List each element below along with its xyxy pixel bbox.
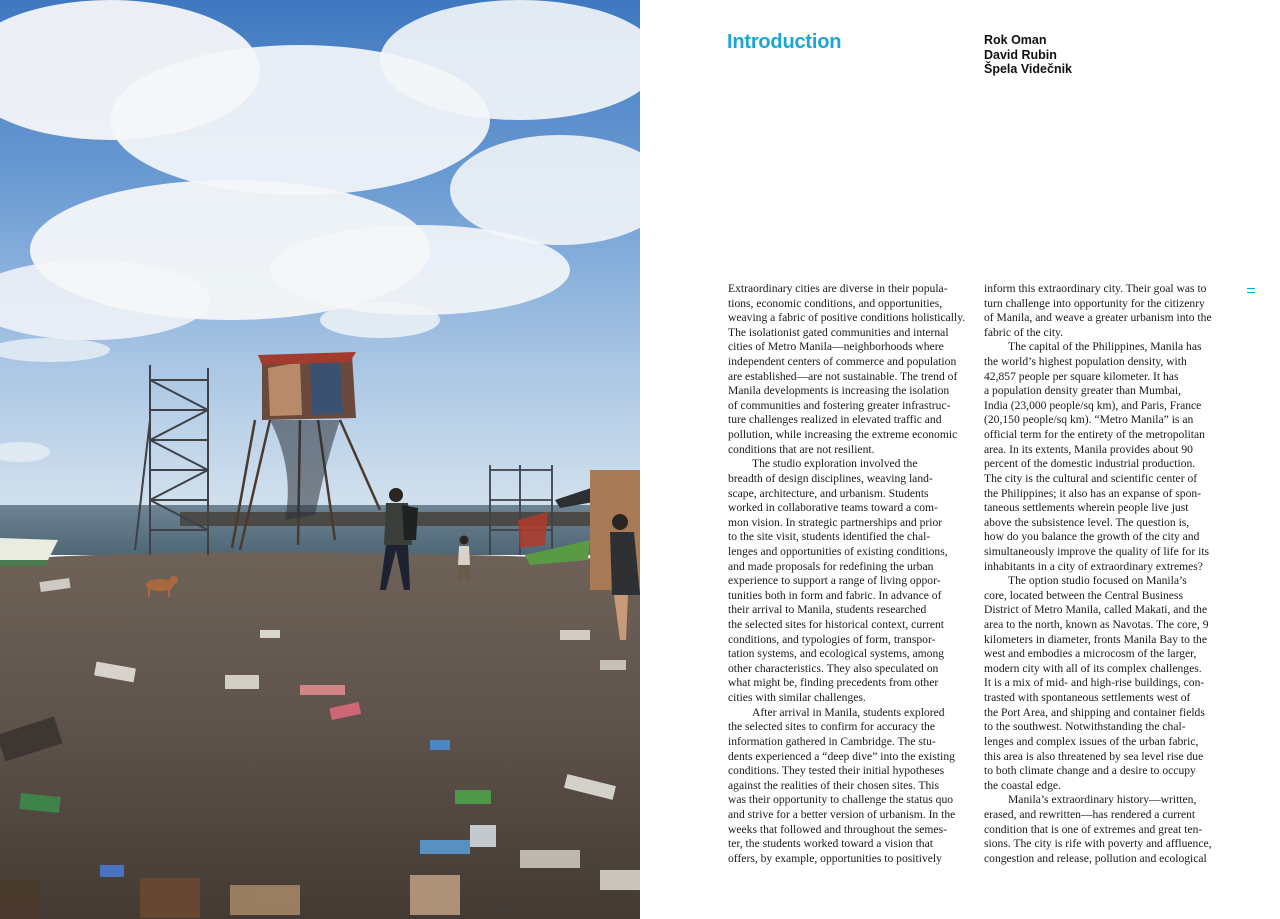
text-line: are established—are not sustainable. The trend of xyxy=(728,369,958,383)
text-line: of Manila, and weave a greater urbanism into the xyxy=(984,311,1212,325)
text-line: area. In its extents, Manila provides about 90 xyxy=(984,442,1193,456)
text-line: mon vision. In strategic partnerships and prior xyxy=(728,515,943,529)
text-line: India (23,000 people/sq km), and Paris, France xyxy=(984,398,1202,412)
text-line: west and embodies a microcosm of the larger, xyxy=(984,647,1197,661)
text-line: tation systems, and ecological systems, among xyxy=(728,647,945,661)
text-line: Manila’s extraordinary history—written, xyxy=(1008,793,1197,807)
author-list xyxy=(984,33,1072,77)
text-line: to the site visit, students identified the chal- xyxy=(728,530,931,544)
text-line: conditions. They tested their initial hypotheses xyxy=(728,764,945,778)
text-line: sions. The city is rife with poverty and affluence, xyxy=(984,837,1212,851)
text-line: against the realities of their chosen sites. This xyxy=(728,778,939,792)
text-line: dents experienced a “deep dive” into the existing xyxy=(728,749,955,763)
text-line: to both climate change and a desire to occupy xyxy=(984,764,1196,778)
text-line: tions, economic conditions, and opportunities, xyxy=(728,296,943,310)
text-line: of communities and fostering greater infrastruc- xyxy=(728,398,951,412)
text-line: (20,150 people/sq km). “Metro Manila” is an xyxy=(984,413,1194,427)
author-name: Špela Videčnik xyxy=(984,62,1073,76)
text-line: kilometers in diameter, fronts Manila Bay to the xyxy=(984,632,1207,646)
body-column-right xyxy=(984,282,1234,866)
text-line: conditions, and typologies of form, transpor- xyxy=(728,632,936,646)
author-name: David Rubin xyxy=(984,47,1057,62)
text-line: tunities both in form and fabric. In advance of xyxy=(728,588,942,602)
text-line: percent of the domestic industrial production. xyxy=(984,457,1196,471)
text-line: the Port Area, and shipping and container fields xyxy=(984,705,1205,719)
text-line: weaving a fabric of positive conditions holistically. xyxy=(728,311,966,325)
text-line: condition that is one of extremes and great ten- xyxy=(984,822,1203,836)
text-line: The capital of the Philippines, Manila has xyxy=(1008,340,1202,354)
text-line: inhabitants in a city of extraordinary extremes? xyxy=(984,559,1203,573)
text-line: ter, the students worked toward a vision that xyxy=(728,837,933,851)
text-line: area to the north, known as Navotas. The core, 9 xyxy=(984,618,1209,632)
text-line: The option studio focused on Manila’s xyxy=(1008,574,1187,588)
text-line: lenges and opportunities of existing conditions, xyxy=(728,544,948,558)
text-line: this area is also threatened by sea level rise due xyxy=(984,749,1204,763)
text-line: worked in collaborative teams toward a com- xyxy=(728,501,938,515)
text-line: Manila developments is increasing the isolation xyxy=(728,384,950,398)
text-line: offers, by example, opportunities to positively xyxy=(728,851,942,865)
text-line: 42,857 people per square kilometer. It has xyxy=(984,369,1179,383)
text-line: was their opportunity to challenge the status quo xyxy=(728,793,954,807)
text-line: core, located between the Central Business xyxy=(984,588,1183,602)
text-line: how do you balance the growth of the city and xyxy=(984,530,1200,544)
text-line: scape, architecture, and urbanism. Students xyxy=(728,486,929,500)
text-line: simultaneously improve the quality of life for its xyxy=(984,544,1210,558)
text-line: conditions that are not resilient. xyxy=(728,442,875,456)
text-line: the selected sites for historical context, current xyxy=(728,618,945,632)
text-line: the world’s highest population density, with xyxy=(984,355,1187,369)
text-line: It is a mix of mid- and high-rise buildings, con- xyxy=(984,676,1205,690)
text-line: their arrival to Manila, students researched xyxy=(728,603,927,617)
text-line: the selected sites to confirm for accuracy the xyxy=(728,720,935,734)
text-line: a population density greater than Mumbai, xyxy=(984,384,1182,398)
author-name: Rok Oman xyxy=(984,33,1047,47)
text-line: The isolationist gated communities and internal xyxy=(728,325,949,339)
text-line: cities of Metro Manila—neighborhoods where xyxy=(728,340,944,354)
text-line: pollution, while increasing the extreme economic xyxy=(728,428,958,442)
text-line: ture challenges realized in elevated traffic and xyxy=(728,413,942,427)
text-line: cities with similar challenges. xyxy=(728,691,866,705)
text-line: taneous settlements wherein people live just xyxy=(984,501,1189,515)
text-line: breadth of design disciplines, weaving land- xyxy=(728,471,933,485)
text-line: modern city with all of its complex challenges. xyxy=(984,661,1202,675)
text-line: The city is the cultural and scientific center of xyxy=(984,471,1198,485)
text-line: the coastal edge. xyxy=(984,778,1061,792)
text-line: lenges and complex issues of the urban fabric, xyxy=(984,734,1199,748)
text-line: fabric of the city. xyxy=(984,325,1064,339)
text-line: experience to support a range of living oppor- xyxy=(728,574,941,588)
text-line: other characteristics. They also speculated on xyxy=(728,661,939,675)
text-line: and made proposals for redefining the urban xyxy=(728,559,934,573)
section-marker-icon xyxy=(1247,288,1255,293)
text-line: above the subsistence level. The question is, xyxy=(984,515,1190,529)
text-line: After arrival in Manila, students explored xyxy=(752,705,945,719)
text-line: what might be, finding precedents from other xyxy=(728,676,939,690)
body-column-left xyxy=(728,282,978,866)
text-line: the Philippines; it also has an expanse of spon- xyxy=(984,486,1202,500)
text-line: information gathered in Cambridge. The stu- xyxy=(728,734,936,748)
text-line: independent centers of commerce and population xyxy=(728,355,957,369)
text-line: District of Metro Manila, called Makati, and the xyxy=(984,603,1208,617)
text-line: and strive for a better version of urbanism. In the xyxy=(728,807,956,821)
section-title: Introduction xyxy=(727,31,842,53)
text-line: official term for the entirety of the metropolitan xyxy=(984,428,1205,442)
text-line: Extraordinary cities are diverse in their popula- xyxy=(728,282,948,295)
text-line: to the southwest. Notwithstanding the chal- xyxy=(984,720,1186,734)
text-line: congestion and release, pollution and ecological xyxy=(984,851,1207,865)
text-line: inform this extraordinary city. Their goal was to xyxy=(984,282,1207,295)
text-line: turn challenge into opportunity for the citizenry xyxy=(984,296,1205,310)
text-line: The studio exploration involved the xyxy=(752,457,918,471)
text-line: weeks that followed and throughout the semes- xyxy=(728,822,947,836)
text-line: trasted with spontaneous settlements west of xyxy=(984,691,1191,705)
text-line: erased, and rewritten—has rendered a current xyxy=(984,807,1196,821)
